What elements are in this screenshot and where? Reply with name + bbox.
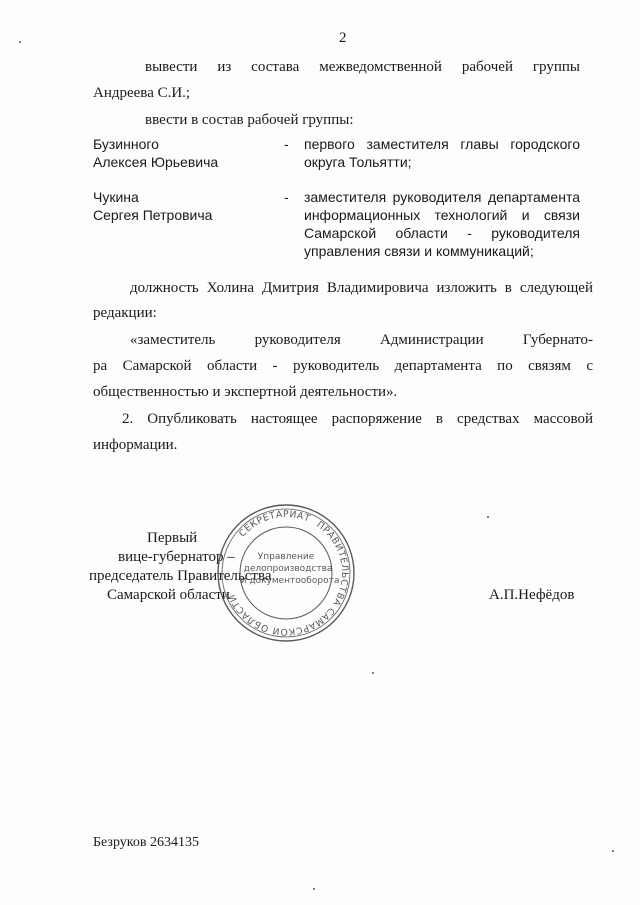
scan-speck bbox=[19, 41, 21, 43]
appointee-1-post-line2: округа Тольятти; bbox=[304, 154, 412, 170]
stamp-center-line2: делопроизводства bbox=[243, 564, 333, 574]
appointee-1-surname: Бузинного bbox=[93, 136, 159, 152]
word: группы bbox=[532, 59, 580, 75]
stamp-ring-text-left: СЕКРЕТАРИАТ bbox=[236, 508, 312, 540]
word: рабочей bbox=[461, 59, 513, 75]
word: межведомственной bbox=[319, 59, 442, 75]
scan-speck bbox=[612, 850, 614, 852]
appointee-2-post-line2: информационных технологий и связи bbox=[304, 207, 580, 223]
scan-speck bbox=[313, 888, 315, 890]
signatory-title-line1: Первый bbox=[147, 530, 198, 546]
stamp-center-line1: Управление bbox=[257, 552, 315, 562]
word: состава bbox=[251, 59, 300, 75]
official-stamp bbox=[216, 503, 356, 643]
page-number: 2 bbox=[339, 30, 347, 46]
amendment-line2: редакции: bbox=[93, 305, 157, 321]
word: руководителя bbox=[254, 332, 341, 348]
signatory-title-line3: председатель Правительства bbox=[89, 568, 272, 584]
word: «заместитель bbox=[130, 332, 216, 348]
remove-member-line2: Андреева С.И.; bbox=[93, 85, 191, 101]
quote-line1 bbox=[130, 331, 593, 349]
appointee-2-post-line4: управления связи и коммуникаций; bbox=[304, 243, 534, 259]
appointee-1-given-names: Алексея Юрьевича bbox=[93, 154, 219, 170]
word: Администрации bbox=[379, 332, 484, 348]
add-members-intro: ввести в состав рабочей группы: bbox=[145, 112, 354, 128]
scan-speck bbox=[372, 672, 374, 674]
signatory-title-line4: Самарской области bbox=[107, 587, 230, 603]
word: из bbox=[217, 59, 232, 75]
quote-line3: общественностью и экспертной деятельности». bbox=[93, 384, 398, 400]
signatory-title-line2: вице-губернатор – bbox=[118, 549, 235, 565]
word: Губернато- bbox=[522, 332, 593, 348]
remove-member-line1 bbox=[145, 58, 580, 76]
publication-line1: 2. Опубликовать настоящее распоряжение в средствах массовой bbox=[122, 411, 593, 427]
publication-line2: информации. bbox=[93, 437, 178, 453]
appointee-2-surname: Чукина bbox=[93, 189, 139, 205]
appointee-2-given-names: Сергея Петровича bbox=[93, 207, 213, 223]
quote-line2: ра Самарской области - руководитель департамента по связям с bbox=[93, 358, 593, 374]
signatory-name: А.П.Нефёдов bbox=[489, 587, 575, 603]
appointee-1-post-line1: первого заместителя главы городского bbox=[304, 136, 580, 152]
appointee-2-dash: - bbox=[284, 189, 289, 205]
stamp-center-line3: и документооборота bbox=[240, 576, 340, 586]
word: вывести bbox=[145, 59, 198, 75]
stamp-ring-text: ПРАВИТЕЛЬСТВА САМАРСКОЙ ОБЛАСТИ bbox=[226, 519, 351, 638]
appointee-2-post-line3: Самарской области - руководителя bbox=[304, 225, 580, 241]
amendment-line1: должность Холина Дмитрия Владимировича изложить в следующей bbox=[130, 280, 593, 296]
scan-speck bbox=[487, 516, 489, 518]
appointee-1-dash: - bbox=[284, 136, 289, 152]
appointee-2-post-line1: заместителя руководителя департамента bbox=[304, 189, 580, 205]
executor-contact: Безруков 2634135 bbox=[93, 835, 199, 850]
